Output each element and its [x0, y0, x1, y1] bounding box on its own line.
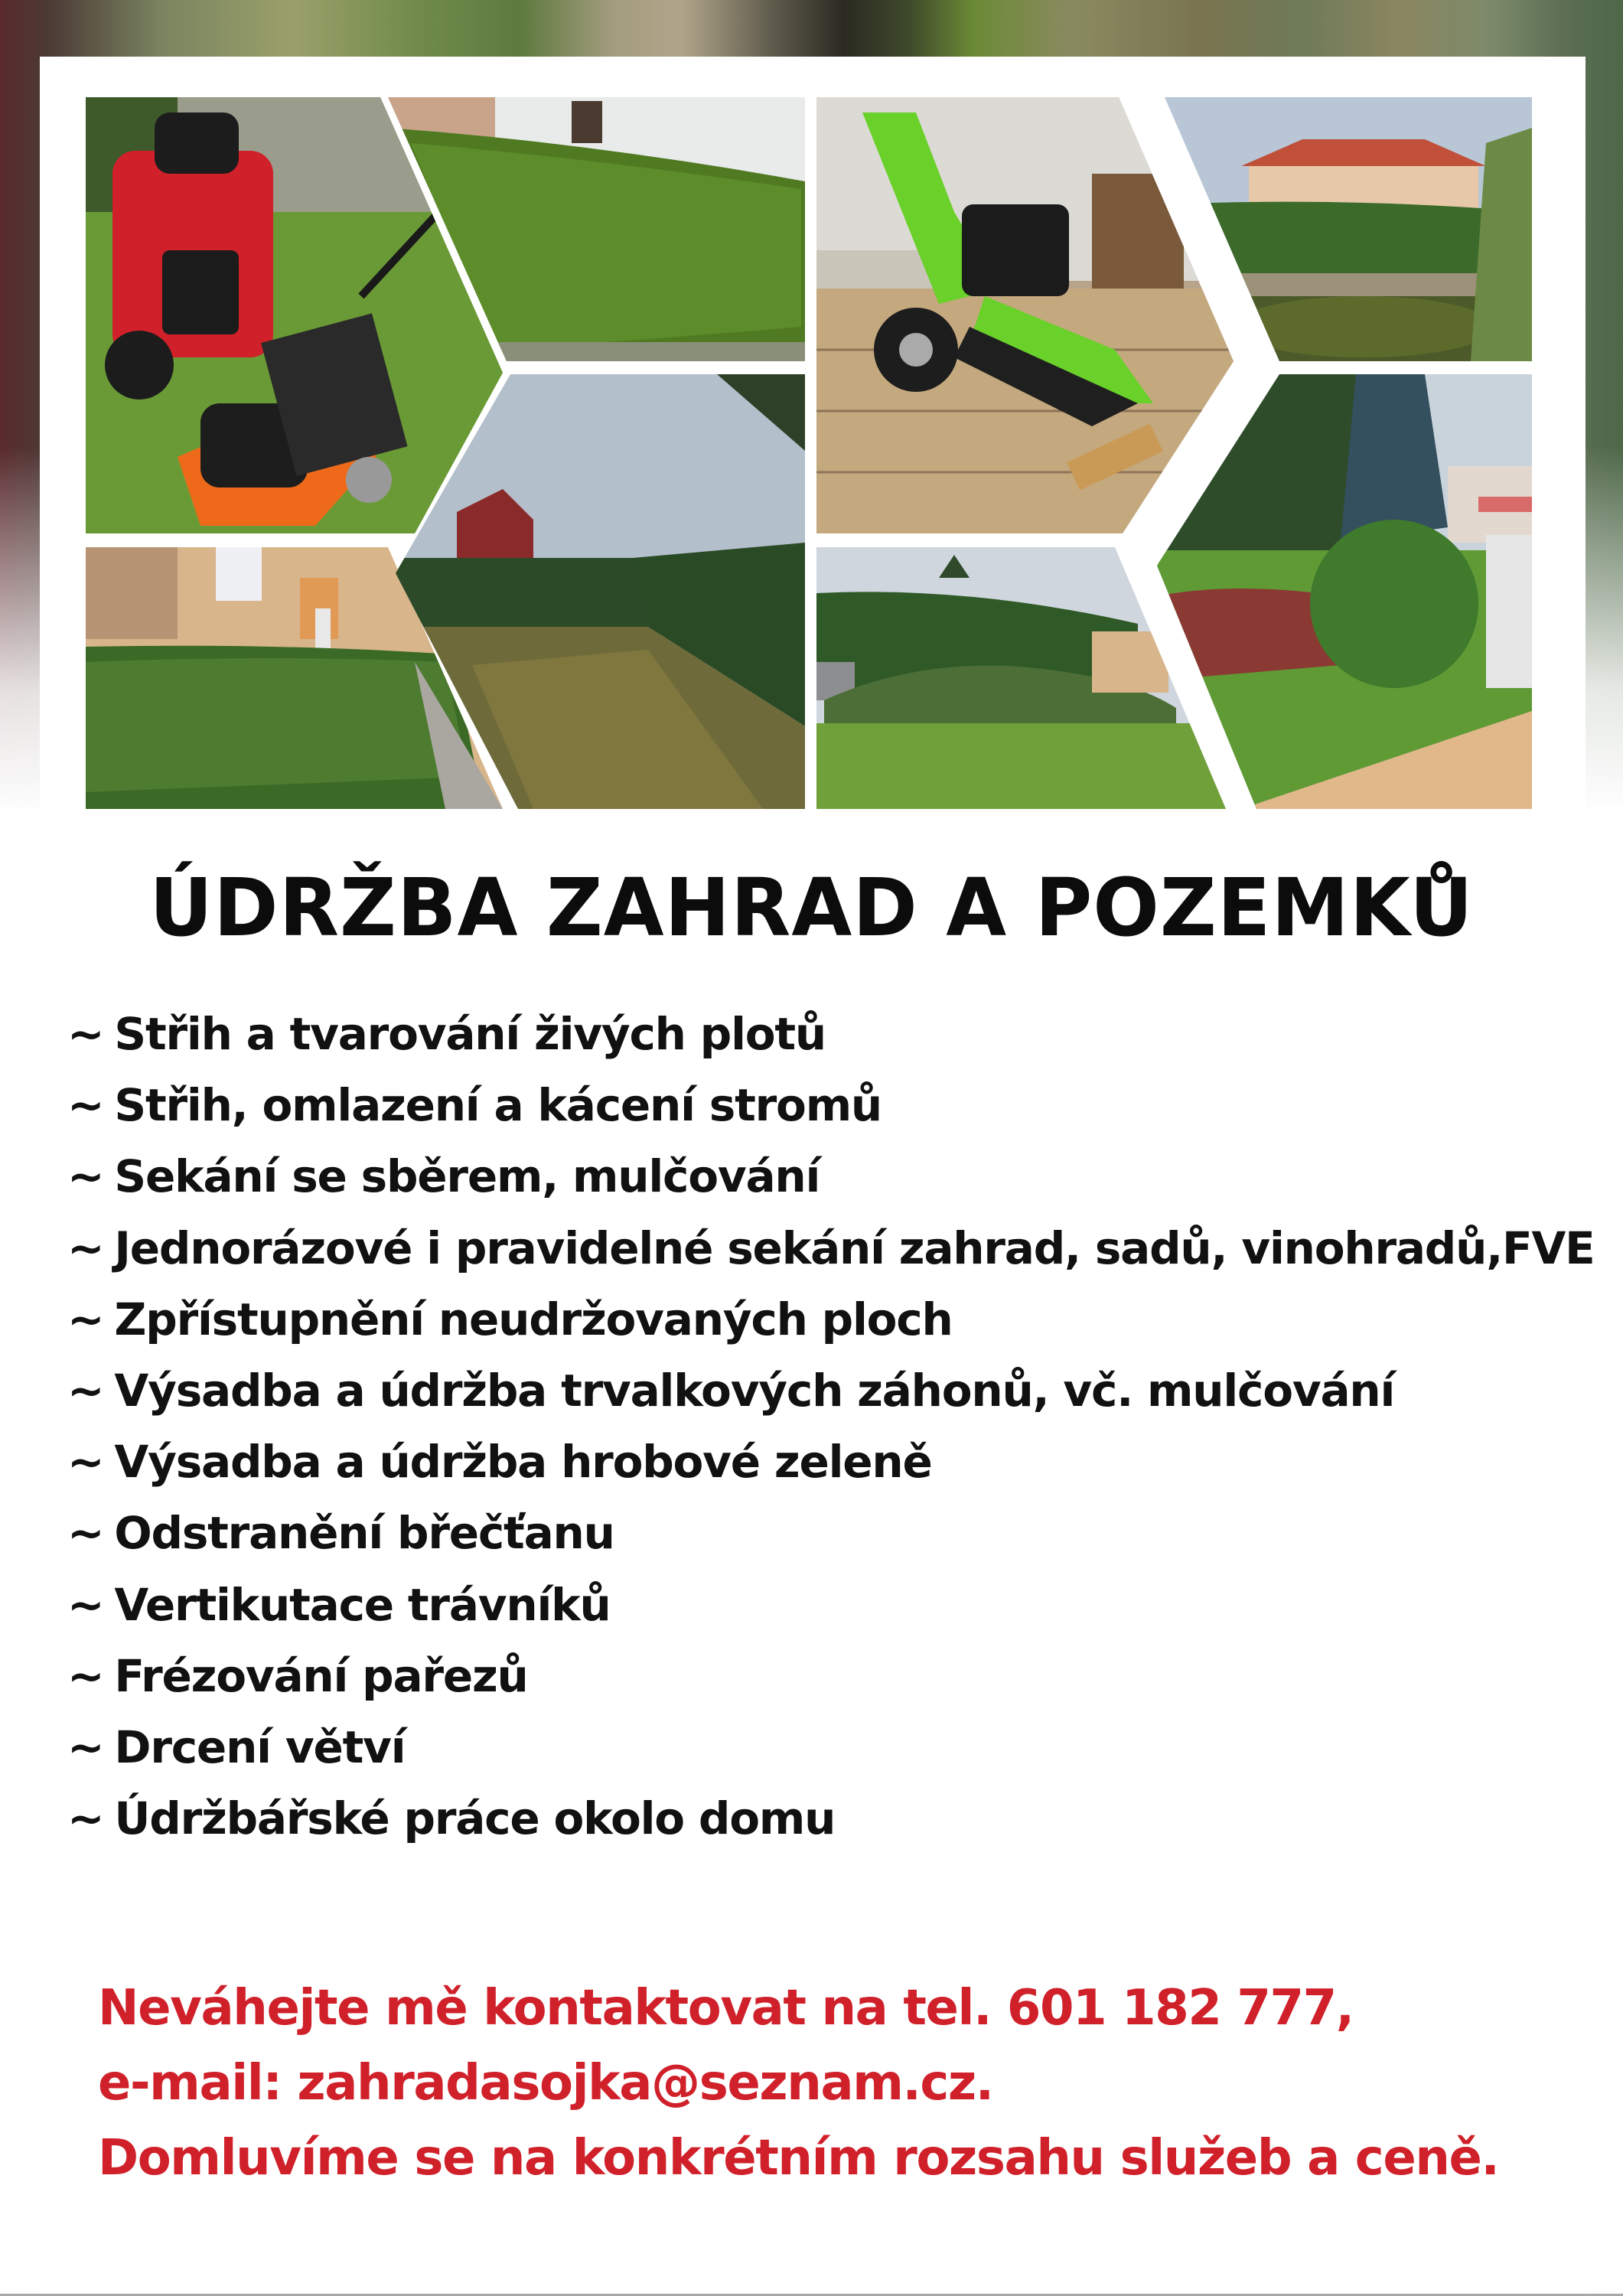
bullet-tilde: ~ [67, 1721, 104, 1774]
bullet-tilde: ~ [67, 1507, 104, 1560]
photo-topiary-ball [1157, 374, 1532, 809]
service-item: ~ Vertikutace trávníků [67, 1578, 611, 1631]
service-item: ~ Drcení větví [67, 1721, 406, 1774]
bullet-tilde: ~ [67, 1436, 104, 1489]
bullet-tilde: ~ [67, 1150, 104, 1203]
photo-garden-pond-house [1165, 97, 1532, 361]
bullet-tilde: ~ [67, 1649, 104, 1702]
service-item: ~ Výsadba a údržba hrobové zeleně [67, 1436, 932, 1489]
page-title: ÚDRŽBA ZAHRAD A POZEMKŮ [149, 861, 1474, 954]
bullet-tilde: ~ [67, 1293, 104, 1345]
service-item: ~ Sekání se sběrem, mulčování [67, 1150, 820, 1203]
contact-pricing-line: Domluvíme se na konkrétním rozsahu služeb a ceně. [98, 2130, 1499, 2187]
service-item: ~ Jednorázové i pravidelné sekání zahrad, sadů, vinohradů,FVE [67, 1221, 1595, 1274]
bullet-tilde: ~ [67, 1792, 104, 1845]
service-item: ~ Výsadba a údržba trvalkových záhonů, vč. mulčování [67, 1365, 1395, 1417]
service-item: ~ Frézování pařezů [67, 1649, 528, 1702]
bullet-tilde: ~ [67, 1365, 104, 1417]
contact-email-line: e-mail: zahradasojka@seznam.cz. [98, 2055, 993, 2112]
contact-block [98, 1971, 1498, 2196]
service-item: ~ Odstranění břečťanu [67, 1507, 614, 1560]
photo-stump-grinder [816, 97, 1234, 533]
bullet-tilde: ~ [67, 1578, 104, 1631]
service-item: ~ Údržbářské práce okolo domu [67, 1792, 836, 1845]
photo-collage [86, 97, 1532, 809]
service-item: ~ Střih, omlazení a kácení stromů [67, 1079, 882, 1132]
bullet-tilde: ~ [67, 1008, 104, 1060]
services-list [67, 999, 1595, 1854]
bullet-tilde: ~ [67, 1079, 104, 1132]
service-item: ~ Střih a tvarování živých plotů [67, 1008, 826, 1060]
bullet-tilde: ~ [67, 1221, 104, 1274]
contact-phone-line: Neváhejte mě kontaktovat na tel. 601 182 777, [98, 1980, 1354, 2037]
service-item: ~ Zpřístupnění neudržovaných ploch [67, 1293, 953, 1345]
